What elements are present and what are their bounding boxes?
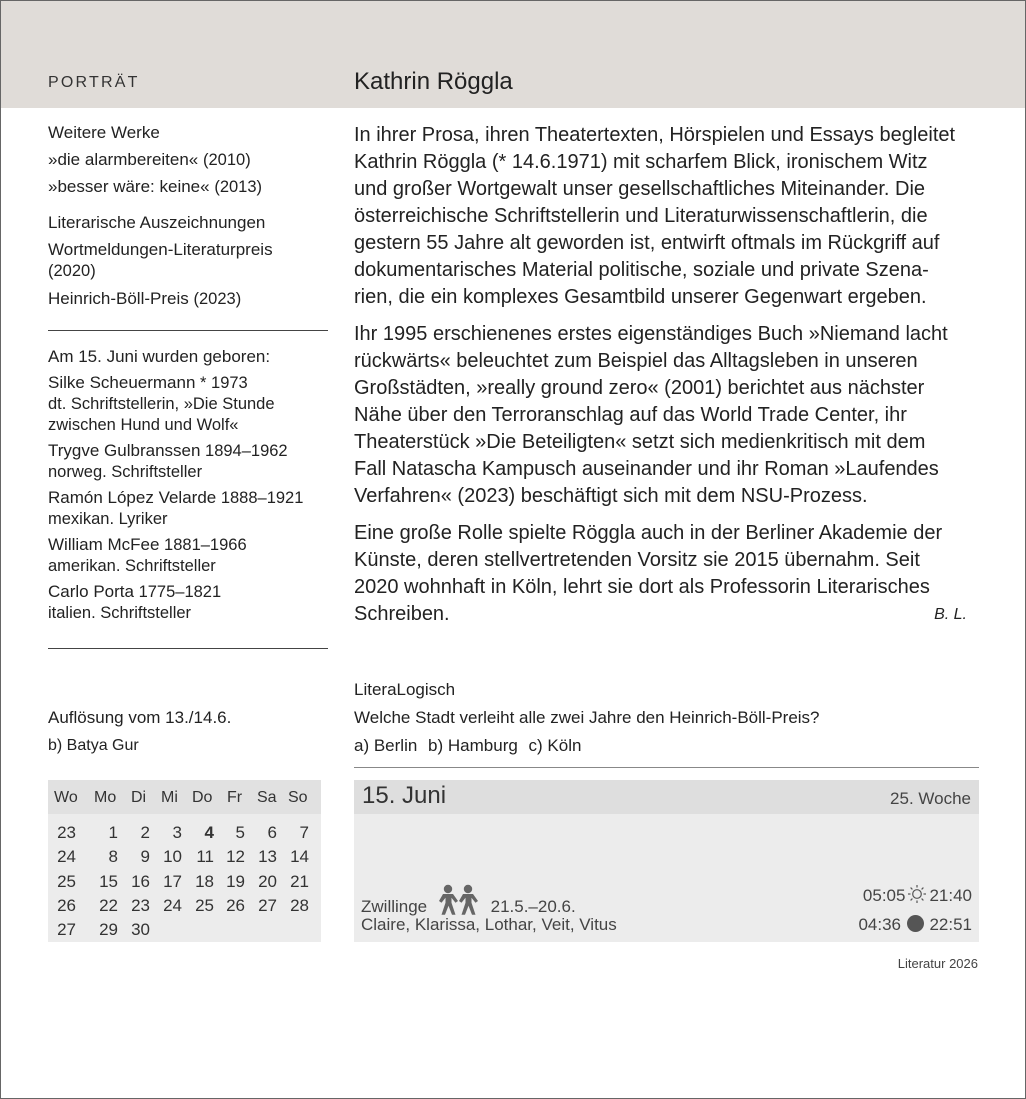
full-moon-icon (907, 915, 924, 932)
name-days: Claire, Klarissa, Lothar, Veit, Vitus (361, 915, 617, 934)
awards-heading: Literarische Auszeichnungen (48, 213, 266, 232)
moon-times (858, 915, 972, 935)
week-number-cell: 23 (57, 823, 76, 842)
calendar-day-sunday: 14 (290, 847, 309, 866)
born-heading: Am 15. Juni wurden geboren: (48, 347, 271, 366)
award-item: Wortmeldungen-Literaturpreis (48, 240, 273, 259)
born-person: William McFee 1881–1966 (48, 535, 247, 554)
calendar-day: 1 (108, 823, 118, 842)
week-label: Wo (54, 789, 78, 806)
quiz-option: b) Hamburg (428, 736, 518, 755)
week-number-cell: 27 (57, 920, 76, 939)
moonset-time: 22:51 (929, 915, 972, 934)
born-desc: zwischen Hund und Wolf« (48, 416, 239, 434)
article-paragraph: Eine große Rolle spielte Röggla auch in der Berliner Akademie der Künste, deren stellvertretenden Vorsitz sie 2015 übernahm. Seit 2020 wohnhaft in Köln, lehrt sie dort als Professorin Literarisches Schreiben. B. L. (354, 520, 979, 628)
born-desc: norweg. Schriftsteller (48, 463, 203, 481)
divider (48, 330, 328, 331)
work-item: »besser wäre: keine« (2013) (48, 177, 263, 196)
solution-section (48, 704, 231, 760)
calendar-day: 16 (131, 872, 150, 891)
calendar-day: 11 (196, 847, 214, 866)
calendar-day: 15 (99, 872, 118, 891)
calendar-day: 23 (131, 896, 150, 915)
born-desc: dt. Schriftstellerin, »Die Stunde (48, 395, 275, 413)
sunset-time: 21:40 (929, 886, 972, 905)
day-date: 15. Juni (362, 782, 447, 809)
calendar-day: 18 (195, 872, 214, 891)
calendar-day-sunday: 28 (290, 896, 309, 915)
day-header (354, 780, 979, 814)
weekday-label-sunday: So (288, 789, 308, 806)
calendar-day: 6 (267, 823, 277, 842)
solution-answer: b) Batya Gur (48, 737, 139, 754)
calendar-day: 26 (226, 896, 245, 915)
quiz-option: c) Köln (528, 736, 582, 755)
calendar-day: 10 (163, 847, 182, 866)
calendar-day: 19 (226, 872, 245, 891)
calendar-day: 3 (172, 823, 182, 842)
work-item: »die alarmbereiten« (2010) (48, 150, 251, 169)
sun-times (863, 884, 972, 909)
quiz-question: Welche Stadt verleiht alle zwei Jahre den Heinrich-Böll-Preis? (354, 708, 820, 727)
sun-icon (906, 884, 928, 909)
weekday-label: Di (131, 789, 147, 806)
born-desc: mexikan. Lyriker (48, 510, 168, 528)
weekday-label: Mo (94, 789, 117, 806)
calendar-day: 17 (163, 872, 182, 891)
born-section (48, 346, 328, 625)
born-person: Silke Scheuermann * 1973 (48, 373, 248, 392)
day-box (354, 780, 979, 942)
quiz-section (354, 676, 820, 760)
calendar-day: 12 (226, 847, 245, 866)
calendar-day: 13 (258, 847, 277, 866)
born-desc: italien. Schriftsteller (48, 604, 192, 622)
calendar-day: 20 (258, 872, 277, 891)
moonrise-time: 04:36 (858, 915, 901, 934)
week-number-cell: 25 (57, 872, 76, 891)
month-calendar (48, 780, 321, 942)
calendar-day: 25 (195, 896, 214, 915)
week-number-cell: 26 (57, 896, 76, 915)
zodiac-name: Zwillinge (361, 897, 428, 916)
zodiac-range: 21.5.–20.6. (490, 897, 576, 916)
calendar-day: 29 (99, 920, 118, 939)
page-title: Kathrin Röggla (354, 68, 513, 95)
works-heading: Weitere Werke (48, 123, 160, 142)
calendar-day: 30 (131, 920, 150, 939)
calendar-day: 24 (163, 896, 182, 915)
header-band (1, 1, 1025, 108)
quiz-title: LiteraLogisch (354, 680, 456, 699)
divider (354, 767, 979, 768)
section-label: PORTRÄT (48, 74, 140, 91)
award-year: (2020) (48, 262, 96, 280)
solution-title: Auflösung vom 13./14.6. (48, 708, 232, 727)
calendar-day-sunday: 21 (290, 872, 309, 891)
week-number: 25. Woche (890, 789, 971, 808)
calendar-day: 5 (235, 823, 245, 842)
quiz-options (354, 732, 820, 760)
calendar-day: 22 (99, 896, 118, 915)
article-body (354, 122, 979, 638)
calendar-day: 27 (258, 896, 277, 915)
divider (48, 648, 328, 649)
born-person: Carlo Porta 1775–1821 (48, 582, 222, 601)
calendar-header (48, 780, 321, 814)
calendar-day: 2 (140, 823, 150, 842)
article-paragraph: Ihr 1995 erschienenes erstes eigenständiges Buch »Niemand lacht rückwärts« beleuchtet zum Beispiel das Alltagsleben in unseren Großstädten, »really ground zero« (2001) berichtet aus nächster Nähe über den Terroranschlag auf das World Trade Center, ihr Theaterstück »Die Beteiligten« setzt sich medienkritisch mit dem Fall Natascha Kampusch auseinander und ihr Roman »Laufendes Verfahren« (2023) beschäftigt sich mit dem NSU-Prozess. (354, 323, 948, 507)
author-initials: B. L. (934, 606, 967, 623)
weekday-label: Fr (227, 789, 243, 806)
born-desc: amerikan. Schriftsteller (48, 557, 216, 575)
week-number-cell: 24 (57, 847, 76, 866)
calendar-day: 4 (204, 823, 214, 842)
weekday-label: Sa (257, 789, 277, 806)
weekday-label: Mi (161, 789, 178, 806)
sunrise-time: 05:05 (862, 886, 906, 905)
weekday-label: Do (192, 789, 213, 806)
footer-label: Literatur 2026 (897, 956, 978, 971)
calendar-day-sunday: 7 (299, 823, 309, 842)
born-person: Ramón López Velarde 1888–1921 (48, 488, 304, 507)
article-paragraph: In ihrer Prosa, ihren Theatertexten, Hörspielen und Essays begleitet Kathrin Röggla (* 14.6.1971) mit scharfem Blick, ironischem Witz und großer Wortgewalt unser gesellschaftliches Miteinander. Die österreichische Schriftstellerin und Literaturwissenschaftlerin, die gestern 55 Jahre alt geworden ist, entwirft oftmals im Rückgriff auf dokumentarisches Material politische, soziale und private Szena- rien, die ein komplexes Gesamtbild unserer Gegenwart ergeben. (354, 124, 956, 308)
calendar-day: 9 (140, 847, 150, 866)
quiz-option: a) Berlin (354, 736, 418, 755)
born-person: Trygve Gulbranssen 1894–1962 (48, 441, 288, 460)
award-item: Heinrich-Böll-Preis (2023) (48, 289, 242, 308)
works-section (48, 122, 328, 315)
calendar-day: 8 (108, 847, 118, 866)
